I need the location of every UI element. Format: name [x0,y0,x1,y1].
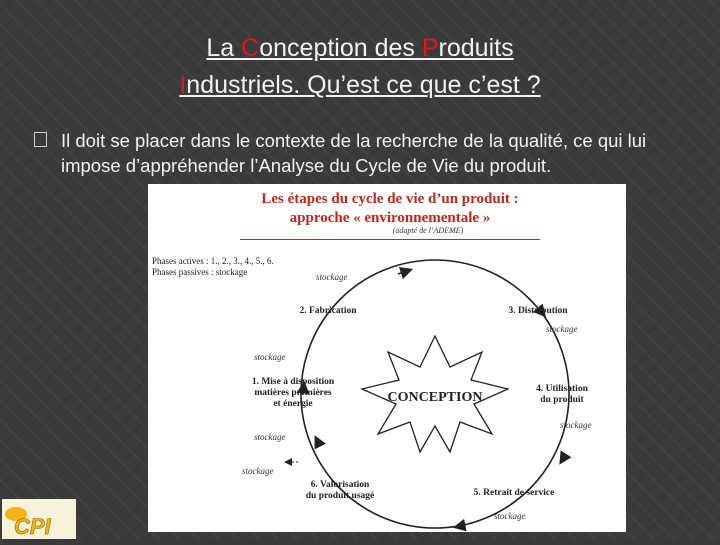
storage-label-6: stockage [242,466,274,476]
storage-label-1: stockage [316,272,348,282]
step-1: 1. Mise à disposition matières premières et énergie [251,377,335,409]
logo-text: CPI [14,514,51,539]
storage-label-4: stockage [560,420,592,430]
step-4: 4. Utilisation du produit [536,384,588,405]
step-5: 5. Retrait de service [473,488,555,498]
arrow-3 [561,454,566,462]
arrow-5 [316,438,320,446]
step-3: 3. Distribution [508,306,568,316]
life-cycle-diagram [148,184,626,532]
bullet-text: Il doit se placer dans le contexte de la recherche de la qualité, ce qui lui impose d’appréhender l’Analyse du Cycle de Vie du produit. [61,130,647,176]
storage-label-5: stockage [254,432,286,442]
slide-title: La Conception des Produits Industriels. Qu’est ce que c’est ? [179,34,541,99]
step-2: 2. Fabrication [299,306,357,316]
step-6: 6. Valorisation du produit usagé [305,480,375,501]
storage-label-2: stockage [546,324,578,334]
empty-square-icon [34,132,47,147]
diagram-title-rule [240,239,540,240]
conception-label: CONCEPTION [387,390,483,405]
diagram-legend: Phases actives : 1., 2., 3., 4., 5., 6. Phases passives : stockage [152,256,274,277]
diagram-title: Les étapes du cycle de vie d’un produit : approche « environnementale » [261,191,519,226]
storage-label-7: stockage [494,511,526,521]
diagram-source: (adapté de l’ADEME) [392,226,464,235]
storage-label-3: stockage [254,352,286,362]
cpi-logo [0,496,78,540]
arrow-1 [398,270,410,274]
